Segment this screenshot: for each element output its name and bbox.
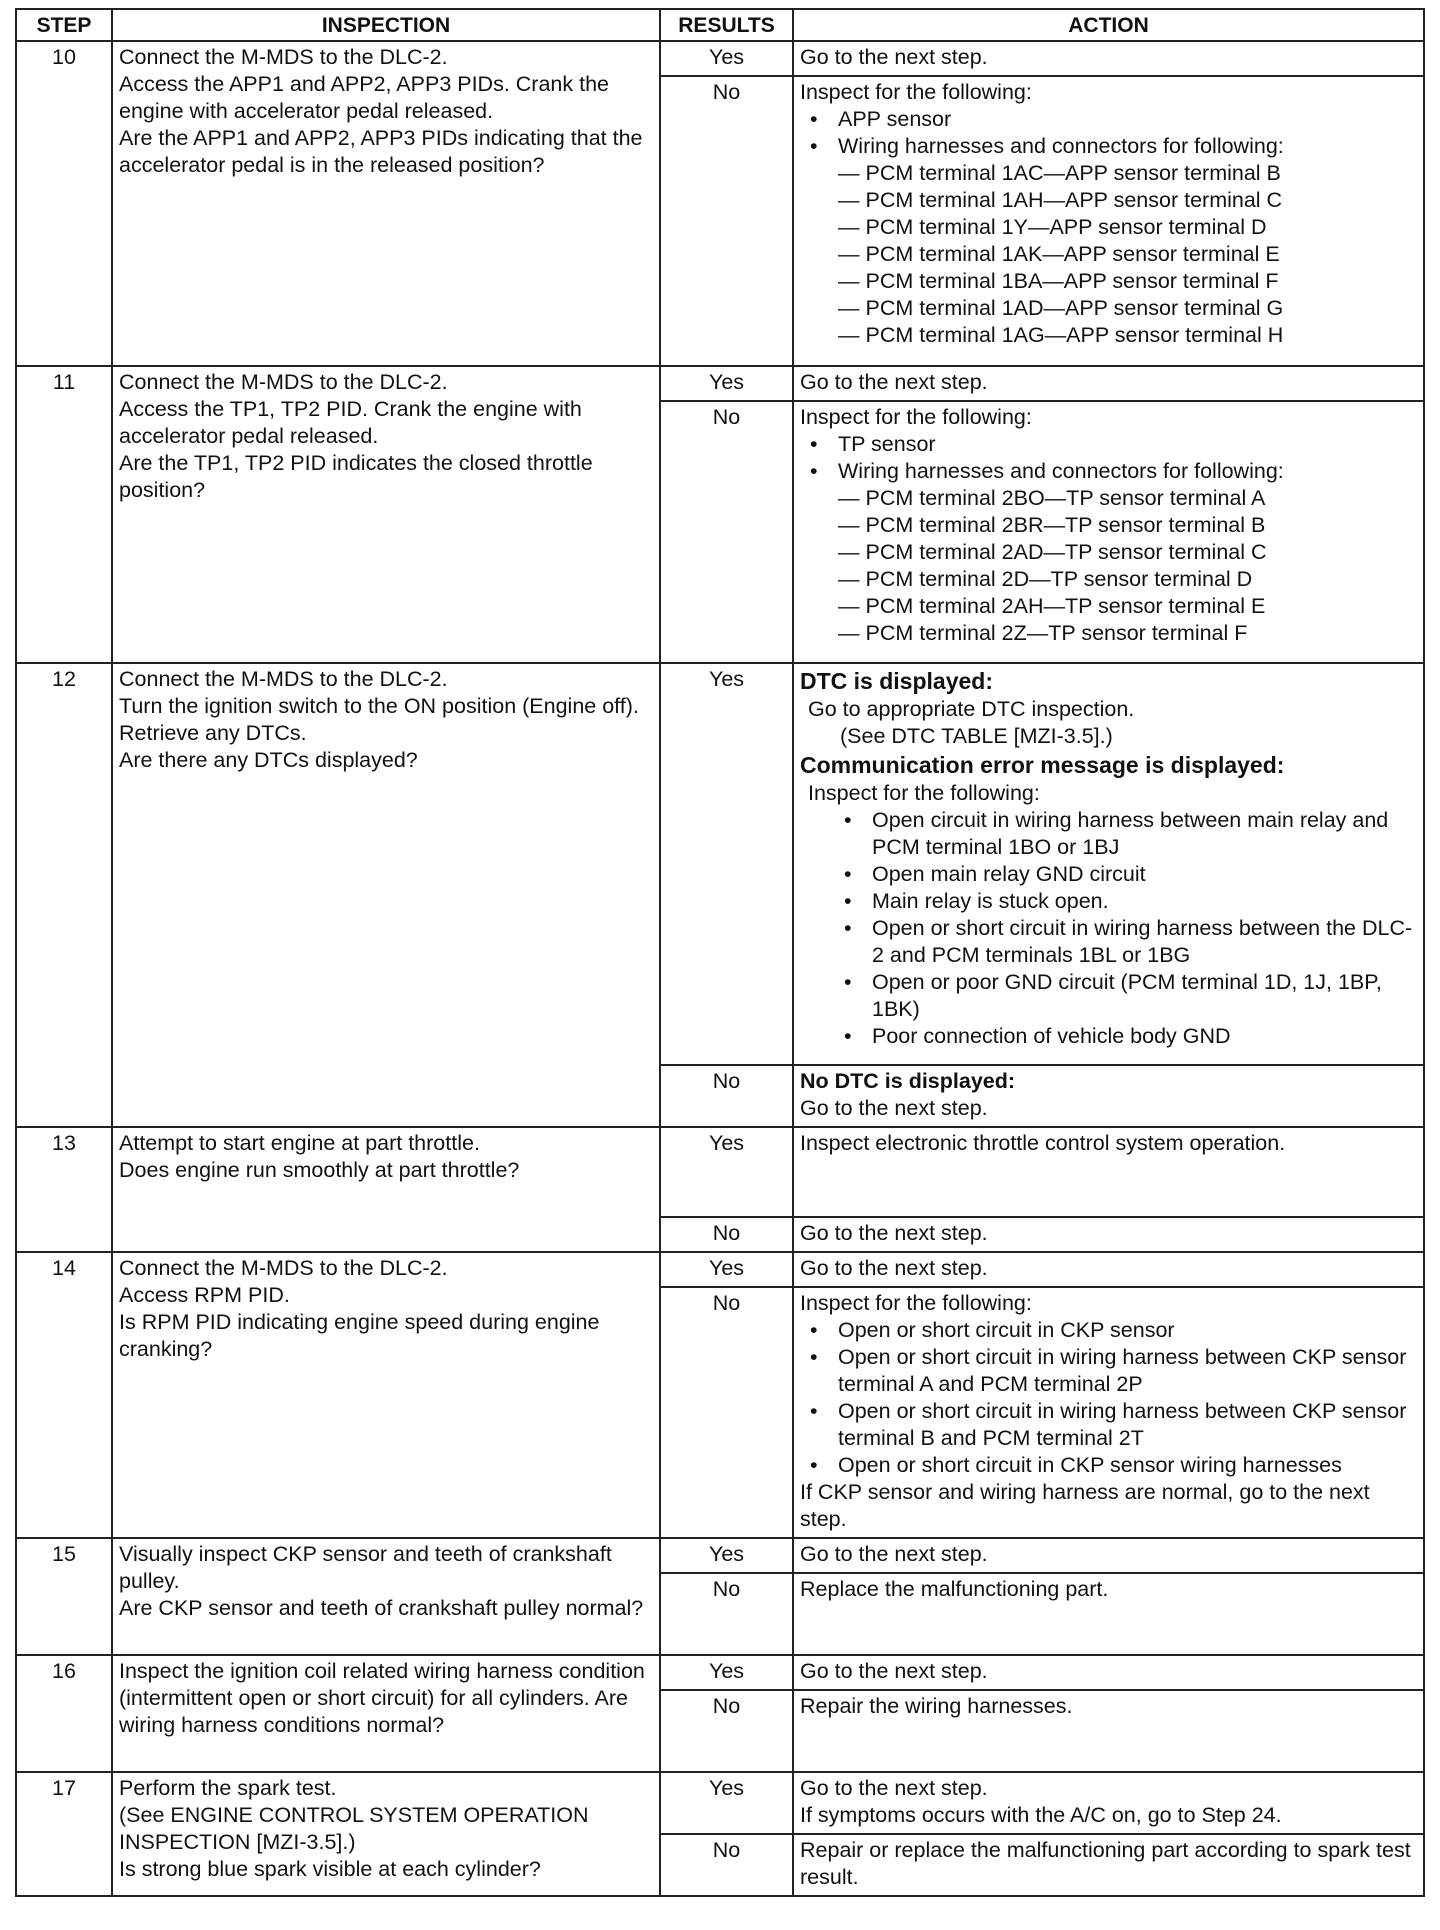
inspection-line: (See ENGINE CONTROL SYSTEM OPERATION INSPECTION [MZI-3.5].) xyxy=(119,1803,589,1854)
inspection-line: Are the APP1 and APP2, APP3 PIDs indicating that the accelerator pedal is in the released position? xyxy=(119,126,643,177)
table-row xyxy=(16,1655,1424,1690)
result-yes: Yes xyxy=(660,1127,793,1217)
dash-item: — PCM terminal 2AH—TP sensor terminal E xyxy=(838,594,1266,618)
action-no: Repair the wiring harnesses. xyxy=(793,1690,1424,1772)
result-no: No xyxy=(660,1834,793,1896)
step-number: 12 xyxy=(16,663,112,1127)
step-number: 11 xyxy=(16,366,112,663)
inspection-line: Access the TP1, TP2 PID. Crank the engine with accelerator pedal released. xyxy=(119,397,582,448)
bullet-item: • Open main relay GND circuit xyxy=(800,861,1417,888)
step-number: 14 xyxy=(16,1252,112,1538)
action-no xyxy=(793,1065,1424,1127)
dash-item: — PCM terminal 1AG—APP sensor terminal H xyxy=(838,323,1284,347)
inspection-cell xyxy=(112,1127,660,1252)
action-no: Go to the next step. xyxy=(793,1217,1424,1252)
action-intro: Inspect for the following: xyxy=(800,80,1032,104)
dash-item: — PCM terminal 1Y—APP sensor terminal D xyxy=(838,215,1267,239)
inspection-cell xyxy=(112,1772,660,1896)
table-row xyxy=(16,41,1424,76)
inspection-cell xyxy=(112,1252,660,1538)
inspection-cell xyxy=(112,1655,660,1772)
action-no: Repair or replace the malfunctioning part according to spark test result. xyxy=(793,1834,1424,1896)
inspection-line: Connect the M-MDS to the DLC-2. xyxy=(119,45,448,69)
action-no xyxy=(793,76,1424,366)
inspection-line: Connect the M-MDS to the DLC-2. xyxy=(119,667,448,691)
result-yes: Yes xyxy=(660,41,793,76)
dash-item: — PCM terminal 1AC—APP sensor terminal B xyxy=(838,161,1281,185)
inspection-line: Connect the M-MDS to the DLC-2. xyxy=(119,370,448,394)
inspection-cell xyxy=(112,41,660,366)
bullet-item: • APP sensor xyxy=(800,106,1417,133)
bullet-item: • Poor connection of vehicle body GND xyxy=(800,1023,1417,1050)
dash-item: — PCM terminal 1AD—APP sensor terminal G xyxy=(838,296,1284,320)
action-yes: Go to the next step. xyxy=(793,41,1424,76)
inspection-line: Are CKP sensor and teeth of crankshaft pulley normal? xyxy=(119,1596,644,1620)
table-row xyxy=(16,1252,1424,1287)
action-line: If symptoms occurs with the A/C on, go to Step 24. xyxy=(800,1803,1282,1827)
result-no: No xyxy=(660,1573,793,1655)
dash-item: — PCM terminal 1AK—APP sensor terminal E xyxy=(838,242,1280,266)
result-no: No xyxy=(660,1690,793,1772)
bullet-item: • Wiring harnesses and connectors for following: xyxy=(800,458,1417,485)
table-row xyxy=(16,1538,1424,1573)
action-yes xyxy=(793,663,1424,1065)
result-no: No xyxy=(660,1217,793,1252)
dash-item: — PCM terminal 2Z—TP sensor terminal F xyxy=(838,621,1248,645)
action-intro: Inspect for the following: xyxy=(800,405,1032,429)
bullet-item: • Open or poor GND circuit (PCM terminal 1D, 1J, 1BP, 1BK) xyxy=(800,969,1417,1023)
action-line: Go to appropriate DTC inspection. xyxy=(808,697,1135,721)
table-row xyxy=(16,663,1424,1065)
bullet-item: • Open or short circuit in wiring harness between the DLC-2 and PCM terminals 1BL or 1BG xyxy=(800,915,1417,969)
action-yes: Inspect electronic throttle control system operation. xyxy=(793,1127,1424,1217)
action-heading: DTC is displayed: xyxy=(800,668,993,694)
action-line: Go to the next step. xyxy=(800,1776,988,1800)
result-yes: Yes xyxy=(660,663,793,1065)
result-yes: Yes xyxy=(660,1538,793,1573)
dash-item: — PCM terminal 2AD—TP sensor terminal C xyxy=(838,540,1267,564)
step-number: 15 xyxy=(16,1538,112,1655)
result-yes: Yes xyxy=(660,1655,793,1690)
action-heading: No DTC is displayed: xyxy=(800,1069,1016,1093)
step-number: 13 xyxy=(16,1127,112,1252)
header-action: ACTION xyxy=(793,9,1424,41)
header-row xyxy=(16,9,1424,41)
inspection-line: Access RPM PID. xyxy=(119,1283,290,1307)
inspection-line: Retrieve any DTCs. xyxy=(119,721,307,745)
result-no: No xyxy=(660,1065,793,1127)
action-line: Inspect for the following: xyxy=(808,781,1040,805)
action-no: Replace the malfunctioning part. xyxy=(793,1573,1424,1655)
header-inspection: INSPECTION xyxy=(112,9,660,41)
result-no: No xyxy=(660,76,793,366)
inspection-line: Are the TP1, TP2 PID indicates the closed throttle position? xyxy=(119,451,593,502)
result-yes: Yes xyxy=(660,366,793,401)
bullet-item: • Wiring harnesses and connectors for following: xyxy=(800,133,1417,160)
inspection-line: Turn the ignition switch to the ON position (Engine off). xyxy=(119,694,639,718)
action-intro: Inspect for the following: xyxy=(800,1291,1032,1315)
result-no: No xyxy=(660,1287,793,1538)
diagnostic-table xyxy=(15,8,1425,1897)
bullet-item: • Open or short circuit in wiring harness between CKP sensor terminal B and PCM terminal 2T xyxy=(800,1398,1417,1452)
action-no xyxy=(793,1287,1424,1538)
dash-item: — PCM terminal 2D—TP sensor terminal D xyxy=(838,567,1253,591)
action-outro: If CKP sensor and wiring harness are normal, go to the next step. xyxy=(800,1480,1370,1531)
action-yes: Go to the next step. xyxy=(793,1252,1424,1287)
inspection-line: Perform the spark test. xyxy=(119,1776,337,1800)
inspection-line: Access the APP1 and APP2, APP3 PIDs. Crank the engine with accelerator pedal released. xyxy=(119,72,609,123)
table-row xyxy=(16,1127,1424,1217)
dash-item: — PCM terminal 2BR—TP sensor terminal B xyxy=(838,513,1266,537)
inspection-line: Does engine run smoothly at part throttle? xyxy=(119,1158,520,1182)
inspection-line: Connect the M-MDS to the DLC-2. xyxy=(119,1256,448,1280)
table-row xyxy=(16,366,1424,401)
bullet-item: • Open or short circuit in CKP sensor wiring harnesses xyxy=(800,1452,1417,1479)
action-yes: Go to the next step. xyxy=(793,1655,1424,1690)
bullet-item: • TP sensor xyxy=(800,431,1417,458)
bullet-item: • Open circuit in wiring harness between main relay and PCM terminal 1BO or 1BJ xyxy=(800,807,1417,861)
inspection-line: Attempt to start engine at part throttle. xyxy=(119,1131,480,1155)
bullet-item: • Open or short circuit in wiring harness between CKP sensor terminal A and PCM terminal 2P xyxy=(800,1344,1417,1398)
inspection-cell xyxy=(112,663,660,1127)
dash-item: — PCM terminal 2BO—TP sensor terminal A xyxy=(838,486,1266,510)
action-yes: Go to the next step. xyxy=(793,366,1424,401)
action-line: Go to the next step. xyxy=(800,1096,988,1120)
step-number: 10 xyxy=(16,41,112,366)
result-no: No xyxy=(660,401,793,663)
inspection-line: Are there any DTCs displayed? xyxy=(119,748,418,772)
result-yes: Yes xyxy=(660,1772,793,1834)
header-results: RESULTS xyxy=(660,9,793,41)
result-yes: Yes xyxy=(660,1252,793,1287)
inspection-cell xyxy=(112,1538,660,1655)
bullet-item: • Main relay is stuck open. xyxy=(800,888,1417,915)
table-row xyxy=(16,1772,1424,1834)
header-step: STEP xyxy=(16,9,112,41)
action-yes xyxy=(793,1772,1424,1834)
inspection-line: Is strong blue spark visible at each cylinder? xyxy=(119,1857,541,1881)
inspection-cell xyxy=(112,366,660,663)
action-heading: Communication error message is displayed: xyxy=(800,752,1285,778)
inspection-line: Is RPM PID indicating engine speed during engine cranking? xyxy=(119,1310,600,1361)
dash-item: — PCM terminal 1BA—APP sensor terminal F xyxy=(838,269,1279,293)
dash-item: — PCM terminal 1AH—APP sensor terminal C xyxy=(838,188,1283,212)
step-number: 17 xyxy=(16,1772,112,1896)
inspection-line: Inspect the ignition coil related wiring harness condition (intermittent open or short circuit) for all cylinders. Are wiring harness conditions normal? xyxy=(119,1659,645,1737)
bullet-item: • Open or short circuit in CKP sensor xyxy=(800,1317,1417,1344)
inspection-line: Visually inspect CKP sensor and teeth of crankshaft pulley. xyxy=(119,1542,612,1593)
step-number: 16 xyxy=(16,1655,112,1772)
action-line: (See DTC TABLE [MZI-3.5].) xyxy=(840,724,1113,748)
action-no xyxy=(793,401,1424,663)
action-yes: Go to the next step. xyxy=(793,1538,1424,1573)
